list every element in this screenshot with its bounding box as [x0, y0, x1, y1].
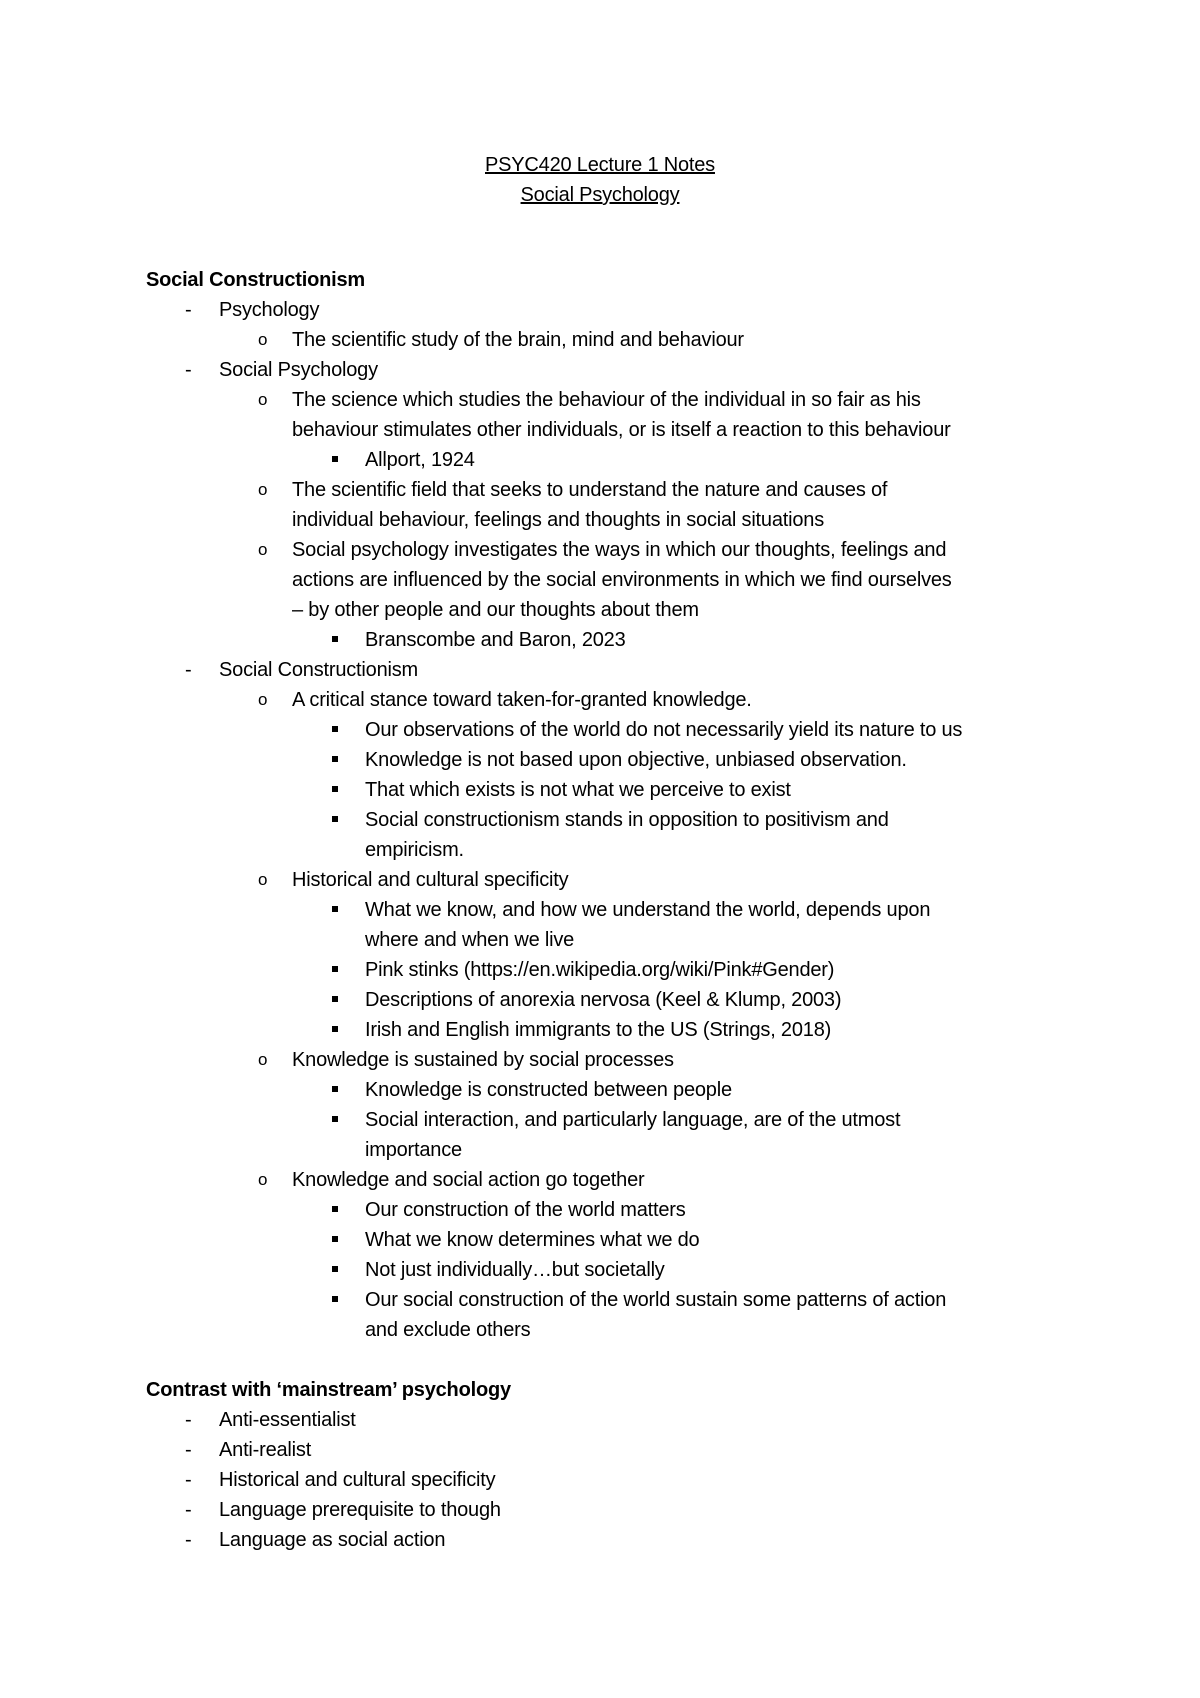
outline-text: importance: [365, 1139, 462, 1161]
document-title: PSYC420 Lecture 1 Notes: [485, 154, 715, 176]
outline-text: What we know, and how we understand the world, depends upon: [365, 899, 931, 921]
outline-line-continuation: [146, 925, 1106, 955]
outline-text: Social constructionism stands in opposition to positivism and: [365, 809, 889, 831]
outline-item-level-1: [146, 355, 1106, 385]
outline-line-continuation: [146, 415, 1106, 445]
outline-text: Not just individually…but societally: [365, 1259, 665, 1281]
circle-bullet-icon: o: [258, 480, 268, 499]
outline-item-level-3: [146, 895, 1106, 925]
outline-text: Anti-essentialist: [219, 1409, 356, 1431]
section-heading: Contrast with ‘mainstream’ psychology: [146, 1379, 511, 1401]
outline-item-level-2: [146, 865, 1106, 895]
section-social-constructionism: [146, 265, 1106, 1345]
outline-line-continuation: [146, 595, 1106, 625]
document-subtitle: Social Psychology: [520, 184, 680, 206]
outline-text: Social psychology investigates the ways in which our thoughts, feelings and: [292, 539, 947, 561]
outline-text: Our social construction of the world sustain some patterns of action: [365, 1289, 947, 1311]
square-bullet-icon: [332, 1225, 338, 1255]
square-bullet-icon: [332, 1075, 338, 1105]
dash-bullet-icon: -: [185, 659, 192, 681]
outline-item-level-2: [146, 535, 1106, 565]
outline-item-level-3: [146, 745, 1106, 775]
outline-line-continuation: [146, 505, 1106, 535]
outline-item-level-1: [146, 655, 1106, 685]
square-bullet-icon: [332, 1015, 338, 1045]
outline-text: Irish and English immigrants to the US (Strings, 2018): [365, 1019, 832, 1041]
outline-text: Anti-realist: [219, 1439, 312, 1461]
outline-text: behaviour stimulates other individuals, or is itself a reaction to this behaviour: [292, 419, 951, 441]
square-bullet-icon: [332, 1105, 338, 1135]
outline-text: – by other people and our thoughts about them: [292, 599, 699, 621]
outline-item-level-1: [146, 1525, 1106, 1555]
outline-item-level-2: [146, 685, 1106, 715]
outline-item-level-3: [146, 1285, 1106, 1315]
outline-item-level-2: [146, 325, 1106, 355]
outline-item-level-3: [146, 1195, 1106, 1225]
outline-line-continuation: [146, 1315, 1106, 1345]
square-bullet-icon: [332, 955, 338, 985]
circle-bullet-icon: o: [258, 690, 268, 709]
outline-text: actions are influenced by the social environments in which we find ourselves: [292, 569, 952, 591]
outline-line-continuation: [146, 835, 1106, 865]
outline-line-continuation: [146, 565, 1106, 595]
circle-bullet-icon: o: [258, 1050, 268, 1069]
outline-text: Knowledge is constructed between people: [365, 1079, 732, 1101]
dash-bullet-icon: -: [185, 1469, 192, 1491]
outline-text: The science which studies the behaviour of the individual in so fair as his: [292, 389, 921, 411]
outline-text: Language as social action: [219, 1529, 446, 1551]
circle-bullet-icon: o: [258, 330, 268, 349]
outline-text: Our construction of the world matters: [365, 1199, 686, 1221]
outline-item-level-2: [146, 1165, 1106, 1195]
square-bullet-icon: [332, 1195, 338, 1225]
outline-text: The scientific field that seeks to understand the nature and causes of: [292, 479, 888, 501]
outline-item-level-3: [146, 1105, 1106, 1135]
circle-bullet-icon: o: [258, 540, 268, 559]
outline-text: Knowledge is sustained by social processes: [292, 1049, 674, 1071]
outline-item-level-1: [146, 1495, 1106, 1525]
outline-text: Allport, 1924: [365, 449, 475, 471]
dash-bullet-icon: -: [185, 1409, 192, 1431]
outline-line-continuation: [146, 1135, 1106, 1165]
outline-item-level-2: [146, 1045, 1106, 1075]
square-bullet-icon: [332, 985, 338, 1015]
section-heading: Social Constructionism: [146, 269, 365, 291]
outline-text: Pink stinks (https://en.wikipedia.org/wiki/Pink#Gender): [365, 959, 835, 981]
outline-text: What we know determines what we do: [365, 1229, 700, 1251]
outline-item-level-3: [146, 775, 1106, 805]
outline-text: That which exists is not what we perceive to exist: [365, 779, 791, 801]
square-bullet-icon: [332, 895, 338, 925]
outline-item-level-3: [146, 445, 1106, 475]
square-bullet-icon: [332, 805, 338, 835]
outline-item-level-3: [146, 805, 1106, 835]
circle-bullet-icon: o: [258, 1170, 268, 1189]
outline-text: Descriptions of anorexia nervosa (Keel & Klump, 2003): [365, 989, 842, 1011]
outline-text: A critical stance toward taken-for-granted knowledge.: [292, 689, 752, 711]
outline-text: Historical and cultural specificity: [219, 1469, 496, 1491]
outline-item-level-3: [146, 1075, 1106, 1105]
dash-bullet-icon: -: [185, 1529, 192, 1551]
outline-item-level-1: [146, 1405, 1106, 1435]
outline-text: Knowledge and social action go together: [292, 1169, 645, 1191]
square-bullet-icon: [332, 745, 338, 775]
outline-item-level-3: [146, 985, 1106, 1015]
outline-item-level-2: [146, 475, 1106, 505]
document-header: [0, 150, 1200, 210]
outline-item-level-3: [146, 715, 1106, 745]
outline-text: Knowledge is not based upon objective, unbiased observation.: [365, 749, 907, 771]
square-bullet-icon: [332, 1255, 338, 1285]
square-bullet-icon: [332, 625, 338, 655]
square-bullet-icon: [332, 775, 338, 805]
dash-bullet-icon: -: [185, 1499, 192, 1521]
outline-text: Psychology: [219, 299, 320, 321]
outline-text: where and when we live: [365, 929, 575, 951]
circle-bullet-icon: o: [258, 870, 268, 889]
outline-text: Social Psychology: [219, 359, 378, 381]
outline-item-level-1: [146, 1435, 1106, 1465]
outline-item-level-3: [146, 1225, 1106, 1255]
outline-text: Historical and cultural specificity: [292, 869, 569, 891]
outline-item-level-3: [146, 1255, 1106, 1285]
outline-text: Language prerequisite to though: [219, 1499, 501, 1521]
square-bullet-icon: [332, 715, 338, 745]
outline-text: individual behaviour, feelings and thoughts in social situations: [292, 509, 825, 531]
square-bullet-icon: [332, 445, 338, 475]
circle-bullet-icon: o: [258, 390, 268, 409]
dash-bullet-icon: -: [185, 359, 192, 381]
section-contrast-mainstream: [146, 1375, 1106, 1555]
outline-item-level-1: [146, 1465, 1106, 1495]
outline-text: Social interaction, and particularly language, are of the utmost: [365, 1109, 901, 1131]
outline-text: Branscombe and Baron, 2023: [365, 629, 626, 651]
outline-item-level-3: [146, 1015, 1106, 1045]
outline-text: The scientific study of the brain, mind and behaviour: [292, 329, 744, 351]
dash-bullet-icon: -: [185, 299, 192, 321]
outline-text: Social Constructionism: [219, 659, 419, 681]
outline-item-level-1: [146, 295, 1106, 325]
outline-item-level-3: [146, 625, 1106, 655]
outline-text: and exclude others: [365, 1319, 531, 1341]
outline-item-level-2: [146, 385, 1106, 415]
outline-item-level-3: [146, 955, 1106, 985]
outline-text: Our observations of the world do not necessarily yield its nature to us: [365, 719, 963, 741]
square-bullet-icon: [332, 1285, 338, 1315]
dash-bullet-icon: -: [185, 1439, 192, 1461]
outline-text: empiricism.: [365, 839, 464, 861]
